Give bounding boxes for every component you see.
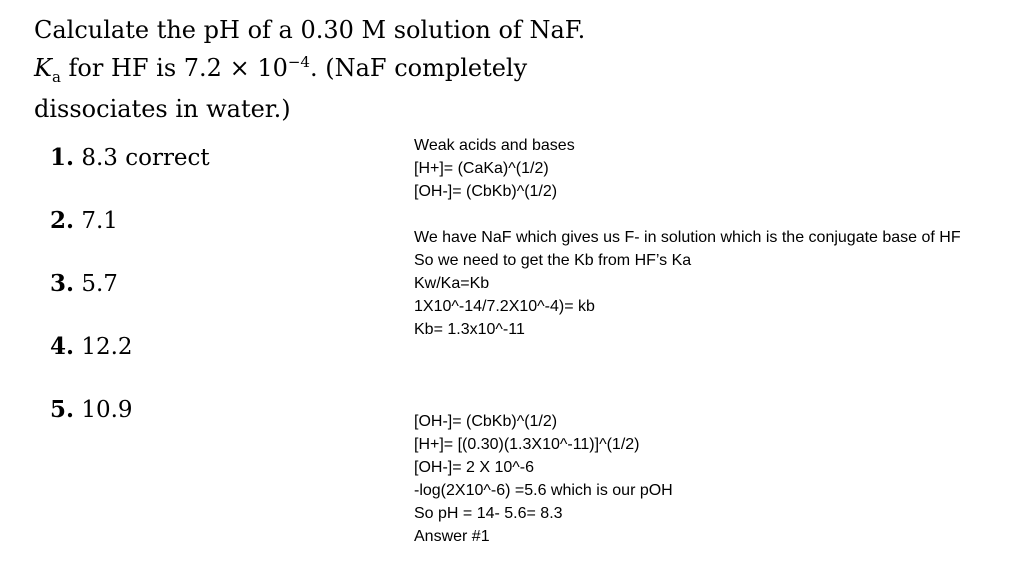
question-text	[34, 14, 594, 125]
question-line-1: Calculate the pH of a 0.30 M solution of NaF.	[34, 16, 586, 44]
ka-value-text: for HF is 7.2 × 10	[60, 54, 288, 82]
question-line-3: dissociates in water.)	[34, 94, 291, 123]
answer-choices	[50, 141, 210, 456]
choice-number: 5.	[50, 396, 75, 423]
choice-1	[50, 141, 210, 204]
choice-value: 12.2	[81, 334, 133, 360]
note-line: We have NaF which gives us F- in solution which is the conjugate base of HF	[414, 229, 961, 246]
choice-3	[50, 267, 210, 330]
choice-5	[50, 393, 210, 456]
question-line-2	[34, 46, 594, 93]
choice-value: 10.9	[81, 397, 133, 423]
solution-notes	[414, 134, 994, 548]
ka-exponent: −4	[287, 53, 310, 71]
ka-symbol: K	[34, 54, 52, 82]
choice-value: 7.1	[81, 208, 118, 234]
spacer	[414, 341, 994, 410]
choice-value: 8.3 correct	[81, 145, 210, 171]
note-line: Weak acids and bases	[414, 137, 575, 154]
choice-number: 3.	[50, 270, 75, 297]
note-line: -log(2X10^-6) =5.6 which is our pOH	[414, 482, 673, 499]
note-line: Kw/Ka=Kb	[414, 275, 490, 292]
choice-number: 4.	[50, 333, 75, 360]
note-line: So we need to get the Kb from HF’s Ka	[414, 252, 692, 269]
choice-2	[50, 204, 210, 267]
spacer	[414, 203, 994, 226]
note-line: [OH-]= (CbKb)^(1/2)	[414, 413, 558, 430]
choice-number: 2.	[50, 207, 75, 234]
ka-subscript: a	[51, 67, 61, 86]
note-line: 1X10^-14/7.2X10^-4)= kb	[414, 298, 595, 315]
note-line: Kb= 1.3x10^-11	[414, 321, 525, 338]
note-line: [OH-]= 2 X 10^-6	[414, 459, 534, 476]
note-line: [OH-]= (CbKb)^(1/2)	[414, 183, 558, 200]
note-line: [H+]= [(0.30)(1.3X10^-11)]^(1/2)	[414, 436, 640, 453]
choice-4	[50, 330, 210, 393]
note-line: [H+]= (CaKa)^(1/2)	[414, 160, 549, 177]
note-line: Answer #1	[414, 528, 490, 545]
choice-number: 1.	[50, 144, 75, 171]
question-line-2-end: . (NaF completely	[309, 54, 528, 82]
note-line: So pH = 14- 5.6= 8.3	[414, 505, 563, 522]
choice-value: 5.7	[81, 271, 118, 297]
